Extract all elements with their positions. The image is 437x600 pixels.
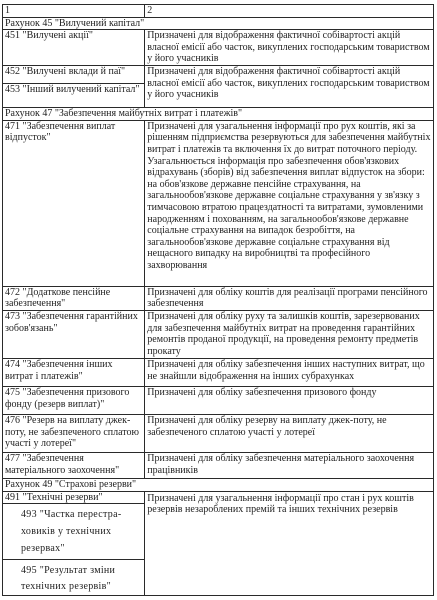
- sub-account-495: [3, 560, 145, 596]
- sub-account-493-line-1: 493 "Частка перестра-: [21, 509, 122, 521]
- table-row: [3, 310, 434, 358]
- account-cell-452: 452 "Вилучені вклади й паї": [3, 66, 145, 84]
- sub-account-493-line-3: резервах": [21, 543, 65, 555]
- account-cell-473: 473 "Забезпечення гарантійних зобов'язань": [3, 310, 145, 358]
- purpose-cell-471: Призначені для узагальнення інформації про рух коштів, які за рішенням підприємства резервуються для забезпечення майбутніх витрат і платежів та включення їх до витрат поточного періоду. Узагальнюється інформація про забезпечення обов'язкових відрахувань (зборів) від забезпечення виплат відпусток на збори: на обов'язкове державне пенсійне страхування, на загальнообов'язкове державне соціальне страхування у зв'язку з тимчасовою втратою працездатності та витратами, зумовленими народженням і похованням, на загальнообов'язкове державне соціальне страхування на випадок безробіття, на загальнообов'язкове державне соціальне страхування від нещасного випадку на виробництві та професійного захворювання: [145, 120, 434, 286]
- sub-account-495-line-2: технічних резервів": [21, 581, 111, 593]
- purpose-cell-473: Призначені для обліку руху та залишків коштів, зарезервованих для забезпечення майбутніх витрат на проведення гарантійних ремонтів проданої продукції, на проведення ремонту предметів прокату: [145, 310, 434, 358]
- header-col-2: 2: [145, 5, 434, 18]
- account-cell-472: 472 "Додаткове пенсійне забезпечення": [3, 286, 145, 310]
- table-row: [3, 286, 434, 310]
- purpose-cell-452-453: Призначені для відображення фактичної собівартості акцій власної емісії або часток, викуплених господарським товариством у його учасників: [145, 66, 434, 108]
- account-cell-451: 451 "Вилучені акції": [3, 30, 145, 66]
- section-row-47: [3, 108, 434, 121]
- purpose-cell-472: Призначені для обліку коштів для реалізації програми пенсійного забезпечення: [145, 286, 434, 310]
- table-row: [3, 491, 434, 504]
- sub-account-495-line-1: 495 "Результат зміни: [21, 565, 116, 577]
- table-row: [3, 358, 434, 386]
- accounts-table: [2, 4, 434, 596]
- purpose-cell-451: Призначені для відображення фактичної собівартості акцій власної емісії або часток, викуплених господарським товариством у його учасників: [145, 30, 434, 66]
- header-row: [3, 5, 434, 18]
- table-row: [3, 386, 434, 414]
- account-cell-453: 453 "Інший вилучений капітал": [3, 84, 145, 108]
- purpose-cell-475: Призначені для обліку забезпечення призового фонду: [145, 386, 434, 414]
- section-row-45: [3, 17, 434, 30]
- purpose-cell-476: Призначені для обліку резерву на виплату джек-поту, не забезпеченого сплатою участі у лотереї: [145, 414, 434, 452]
- header-col-1: 1: [3, 5, 145, 18]
- section-title-45: Рахунок 45 "Вилучений капітал": [3, 17, 434, 30]
- section-title-49: Рахунок 49 "Страхові резерви": [3, 478, 434, 491]
- section-row-49: [3, 478, 434, 491]
- table-row: [3, 414, 434, 452]
- table-row: [3, 120, 434, 286]
- table-row: [3, 452, 434, 478]
- account-cell-491: 491 "Технічні резерви": [3, 491, 145, 504]
- purpose-cell-474: Призначені для обліку забезпечення інших наступних витрат, що не знайшли відображення на інших субрахунках: [145, 358, 434, 386]
- purpose-cell-491: Призначені для узагальнення інформації про стан і рух коштів резервів незароблених премій та інших технічних резервів: [145, 491, 434, 596]
- account-cell-471: 471 "Забезпечення виплат відпусток": [3, 120, 145, 286]
- table-row: [3, 30, 434, 66]
- account-cell-477: 477 "Забезпечення матеріального заохочення": [3, 452, 145, 478]
- section-title-47: Рахунок 47 "Забезпечення майбутніх витрат і платежів": [3, 108, 434, 121]
- account-cell-474: 474 "Забезпечення інших витрат і платежів": [3, 358, 145, 386]
- table-row: [3, 66, 434, 84]
- purpose-cell-477: Призначені для обліку забезпечення матеріального заохочення працівників: [145, 452, 434, 478]
- account-cell-476: 476 "Резерв на виплату джек-поту, не забезпеченого сплатою участі у лотереї": [3, 414, 145, 452]
- account-cell-475: 475 "Забезпечення призового фонду (резерв виплат)": [3, 386, 145, 414]
- sub-account-493-line-2: ховиків у технічних: [21, 526, 112, 538]
- sub-account-493: [3, 504, 145, 560]
